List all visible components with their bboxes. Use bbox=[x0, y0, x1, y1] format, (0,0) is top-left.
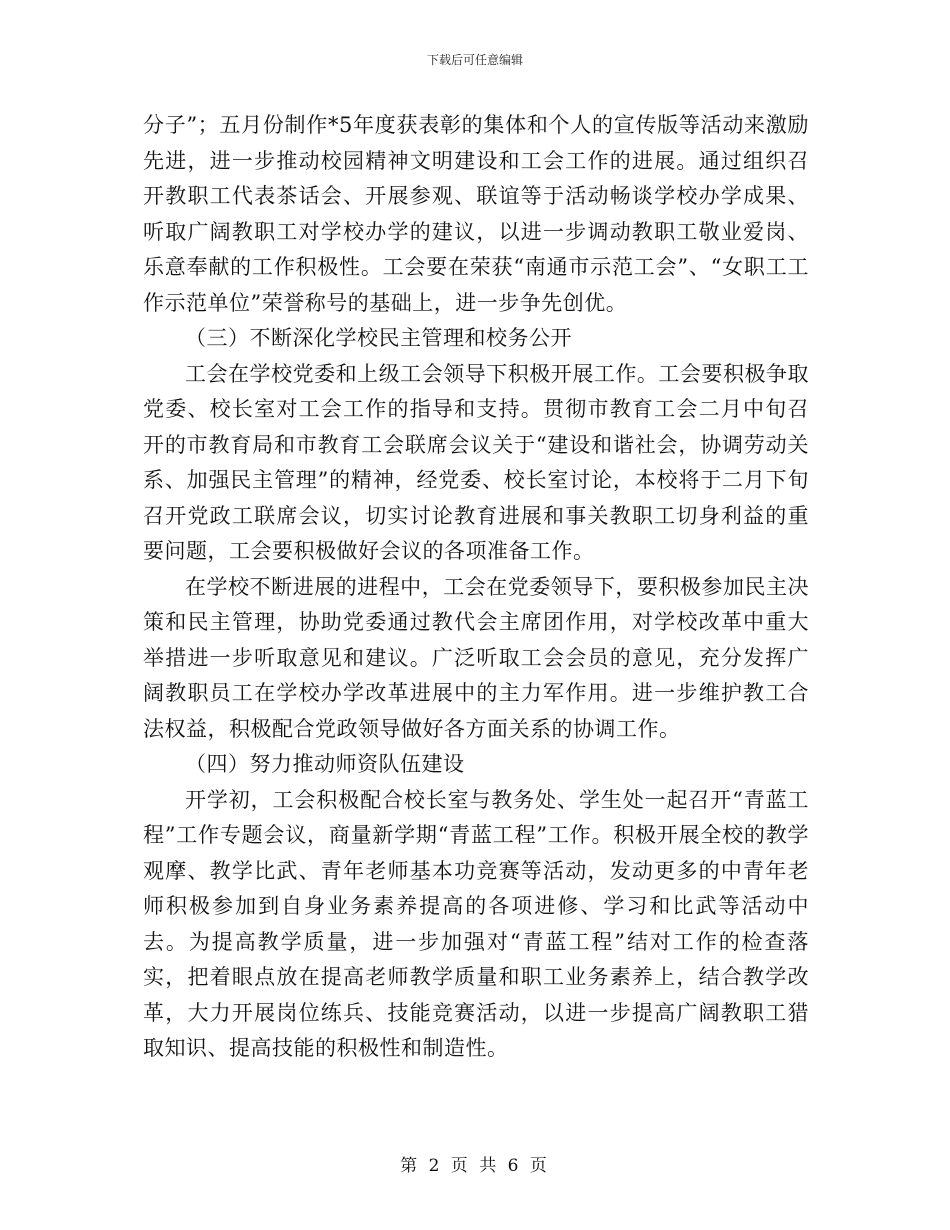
paragraph: 开学初，工会积极配合校长室与教务处、学生处一起召开“青蓝工程”工作专题会议，商量新学期“青蓝工程”工作。积极开展全校的教学观摩、教学比武、青年老师基本功竞赛等活动，发动更多的中青年老师积极参加到自身业务素养提高的各项进修、学习和比武等活动中去。为提高教学质量，进一步加强对“青蓝工程”结对工作的检查落实，把着眼点放在提高老师教学质量和职工业务素养上，结合教学改革，大力开展岗位练兵、技能竞赛活动，以进一步提高广阔教职工猎取知识、提高技能的积极性和制造性。 bbox=[143, 787, 809, 1060]
paragraph: 在学校不断进展的进程中，工会在党委领导下，要积极参加民主决策和民主管理，协助党委通过教代会主席团作用，对学校改革中重大举措进一步听取意见和建议。广泛听取工会会员的意见，充分发挥广阔教职员工在学校办学改革进展中的主力军作用。进一步维护教工合法权益，积极配合党政领导做好各方面关系的协调工作。 bbox=[143, 574, 809, 741]
page-header-note: 下载后可任意编辑 bbox=[426, 53, 523, 67]
paragraph: 工会在学校党委和上级工会领导下积极开展工作。工会要积极争取党委、校长室对工会工作的指导和支持。贯彻市教育工会二月中旬召开的市教育局和市教育工会联席会议关于“建设和谐社会，协调劳动关系、加强民主管理”的精神，经党委、校长室讨论，本校将于二月下旬召开党政工联席会议，切实讨论教育进展和事关教职工切身利益的重要问题，工会要积极做好会议的各项准备工作。 bbox=[143, 361, 809, 563]
document-body bbox=[143, 108, 809, 1067]
paragraph-continuation: 分子”；五月份制作*5年度获表彰的集体和个人的宣传版等活动来激励先进，进一步推动校园精神文明建设和工会工作的进展。通过组织召开教职工代表茶话会、开展参观、联谊等于活动畅谈学校办学成果、听取广阔教职工对学校办学的建议，以进一步调动教职工敬业爱岗、乐意奉献的工作积极性。工会要在荣获“南通市示范工会”、“女职工工作示范单位”荣誉称号的基础上，进一步争先创优。 bbox=[143, 113, 809, 315]
section-heading-3: （三）不断深化学校民主管理和校务公开 bbox=[185, 326, 572, 350]
section-heading-4: （四）努力推动师资队伍建设 bbox=[185, 752, 465, 776]
page-number-footer: 第 2 页 共 6 页 bbox=[400, 1156, 550, 1176]
